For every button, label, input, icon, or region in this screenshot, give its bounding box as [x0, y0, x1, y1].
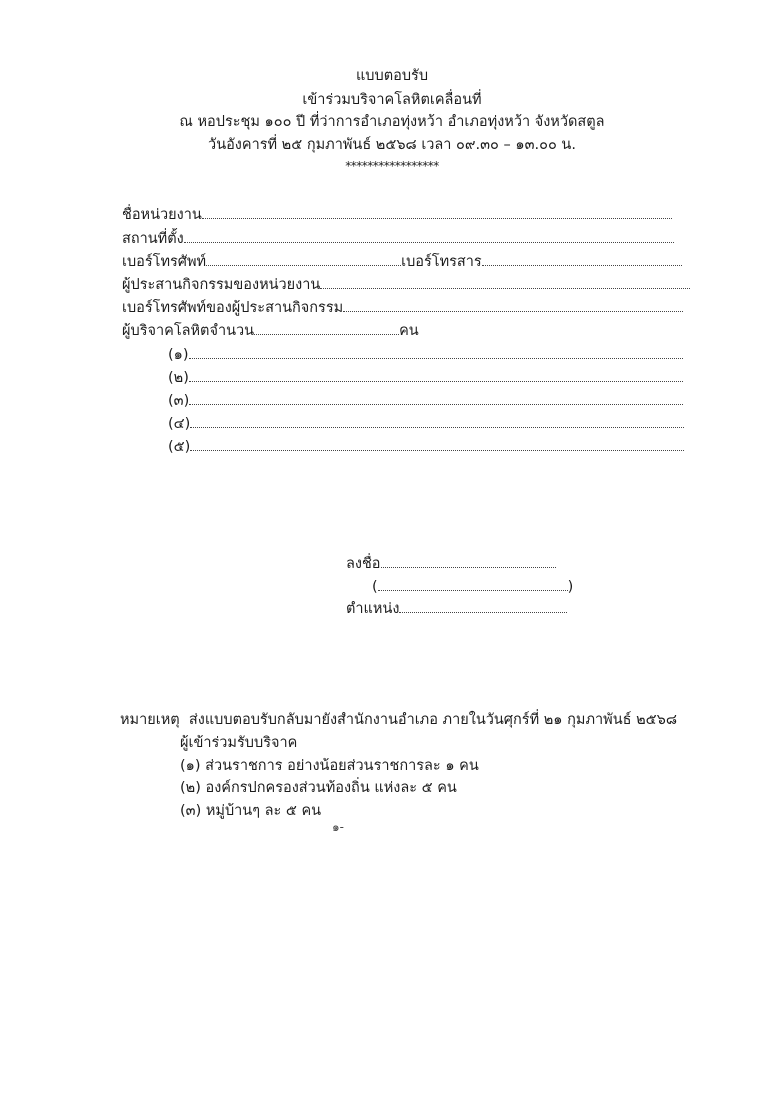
doc-subtitle: เข้าร่วมบริจาคโลหิตเคลื่อนที่	[302, 92, 482, 108]
location-field[interactable]	[122, 228, 692, 249]
position-line	[399, 598, 567, 613]
donor-index: (๑)	[168, 347, 189, 363]
header-separator: *****************	[345, 159, 439, 173]
donor-index: (๔)	[168, 416, 191, 432]
donor-row[interactable]	[168, 367, 692, 388]
donor-index: (๒)	[168, 370, 189, 386]
page-mark: ๑-	[332, 820, 344, 834]
paren-open: (	[372, 579, 378, 595]
phone-label: เบอร์โทรศัพท์	[122, 254, 207, 270]
donor-row[interactable]	[168, 436, 692, 457]
org-name-field[interactable]	[122, 204, 692, 225]
coordinator-field[interactable]	[122, 274, 692, 295]
position-label: ตำแหน่ง	[346, 601, 400, 617]
donor-line	[190, 413, 684, 428]
donor-count-label: ผู้บริจาคโลหิตจำนวน	[122, 323, 255, 339]
donor-row[interactable]	[168, 390, 692, 411]
donor-index: (๕)	[168, 439, 191, 455]
name-line	[378, 576, 568, 591]
note-item: (๑) ส่วนราชการ อย่างน้อยส่วนราชการละ ๑ คน	[180, 758, 479, 774]
donor-line	[189, 367, 683, 382]
name-field[interactable]	[372, 576, 586, 597]
coordinator-phone-line	[343, 297, 683, 312]
position-field[interactable]	[346, 598, 586, 619]
phone-line	[206, 251, 401, 266]
note-line	[120, 710, 677, 730]
note-text: ส่งแบบตอบรับกลับมายังสำนักงานอำเภอ ภายในวันศุกร์ที่ ๒๑ กุมภาพันธ์ ๒๕๖๘	[188, 712, 677, 728]
donor-line	[189, 390, 683, 405]
doc-title: แบบตอบรับ	[355, 68, 429, 84]
coordinator-line	[320, 274, 690, 289]
signature-label: ลงชื่อ	[346, 556, 381, 572]
signature-field[interactable]	[346, 553, 586, 574]
donor-index: (๓)	[168, 393, 190, 409]
donor-row[interactable]	[168, 413, 692, 434]
donor-count-line	[254, 320, 399, 335]
coordinator-label: ผู้ประสานกิจกรรมของหน่วยงาน	[122, 277, 321, 293]
donor-count-field[interactable]	[122, 320, 692, 341]
signature-line	[381, 553, 556, 568]
coordinator-phone-field[interactable]	[122, 297, 692, 318]
location-label: สถานที่ตั้ง	[122, 231, 184, 247]
donor-line	[190, 436, 684, 451]
note-label: หมายเหตุ	[120, 712, 180, 728]
note-heading: ผู้เข้าร่วมรับบริจาค	[180, 735, 298, 751]
org-name-label: ชื่อหน่วยงาน	[122, 207, 202, 223]
note-item: (๒) องค์กรปกครองส่วนท้องถิ่น แห่งละ ๕ คน	[180, 780, 457, 796]
fax-line	[482, 251, 682, 266]
location-line	[184, 228, 674, 243]
donor-unit: คน	[399, 323, 419, 339]
donor-line	[189, 344, 683, 359]
fax-label: เบอร์โทรสาร	[401, 254, 482, 270]
coordinator-phone-label: เบอร์โทรศัพท์ของผู้ประสานกิจกรรม	[122, 300, 344, 316]
phone-fax-field[interactable]	[122, 251, 692, 272]
doc-datetime: วันอังคารที่ ๒๕ กุมภาพันธ์ ๒๕๖๘ เวลา ๐๙.๓๐ – ๑๓.๐๐ น.	[208, 137, 576, 153]
paren-close: )	[567, 579, 574, 595]
doc-venue: ณ หอประชุม ๑๐๐ ปี ที่ว่าการอำเภอทุ่งหว้า อำเภอทุ่งหว้า จังหวัดสตูล	[179, 114, 605, 130]
org-name-line	[202, 204, 672, 219]
donor-row[interactable]	[168, 344, 692, 365]
note-item: (๓) หมู่บ้านๆ ละ ๕ คน	[180, 803, 322, 819]
